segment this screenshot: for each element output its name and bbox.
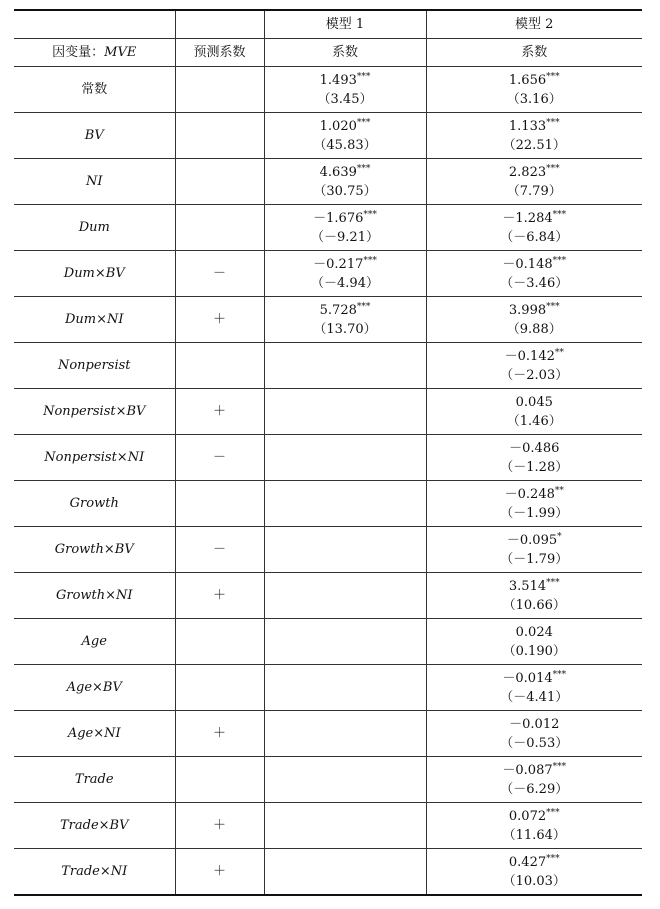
table-row — [14, 757, 642, 803]
coefficient-value: 0.427 — [508, 854, 547, 870]
predicted-sign — [175, 159, 264, 205]
coefficient-value: 5.728 — [319, 302, 357, 318]
predicted-sign — [175, 113, 264, 159]
table-row — [14, 665, 642, 711]
model-2-cell — [426, 435, 642, 481]
coefficient-value: 3.514 — [508, 578, 547, 594]
coefficient — [265, 117, 426, 136]
model-2-cell — [426, 757, 642, 803]
coefficient — [265, 71, 426, 90]
coefficient — [427, 347, 643, 366]
t-statistic: （22.51） — [502, 137, 566, 153]
table-row — [14, 803, 642, 849]
coefficient-value: －0.142 — [504, 348, 555, 364]
table-row — [14, 435, 642, 481]
significance-stars: *** — [546, 853, 560, 864]
model-2-cell — [426, 573, 642, 619]
coefficient — [265, 163, 426, 182]
dep-var-label: 因变量： — [52, 45, 105, 60]
table-row — [14, 849, 642, 896]
model-1-cell — [264, 849, 426, 896]
t-statistic: （30.75） — [313, 183, 377, 199]
coefficient — [427, 485, 643, 504]
model-2-cell — [426, 251, 642, 297]
model-1-cell — [264, 435, 426, 481]
significance-stars: *** — [356, 117, 371, 128]
model-2-cell — [426, 803, 642, 849]
coefficient — [427, 71, 643, 90]
coefficient-value: 4.639 — [319, 164, 357, 180]
variable-name: Age×NI — [14, 711, 175, 757]
model-2-cell — [426, 849, 642, 896]
header-dependent-variable — [14, 39, 175, 67]
coefficient — [427, 209, 643, 228]
header-predicted-sign: 预测系数 — [175, 39, 264, 67]
significance-stars: *** — [546, 117, 560, 128]
header-empty-cell — [14, 10, 175, 39]
significance-stars: *** — [546, 71, 560, 82]
t-statistic: （1.46） — [506, 413, 562, 429]
t-statistic: （10.66） — [502, 597, 566, 613]
model-2-cell — [426, 113, 642, 159]
model-1-cell — [264, 113, 426, 159]
coefficient-value: 0.045 — [515, 394, 553, 410]
coefficient-value: 1.133 — [508, 118, 547, 134]
t-statistic: （3.45） — [317, 91, 373, 107]
model-2-cell — [426, 665, 642, 711]
t-statistic: （13.70） — [313, 321, 377, 337]
coefficient-value: －0.148 — [502, 256, 553, 272]
predicted-sign: － — [175, 251, 264, 297]
coefficient — [427, 255, 643, 274]
variable-name: 常数 — [14, 67, 175, 113]
model-2-cell — [426, 205, 642, 251]
variable-name: Nonpersist — [14, 343, 175, 389]
predicted-sign: ＋ — [175, 803, 264, 849]
model-1-cell — [264, 481, 426, 527]
predicted-sign: ＋ — [175, 849, 264, 896]
model-2-cell — [426, 343, 642, 389]
predicted-sign — [175, 67, 264, 113]
significance-stars: *** — [363, 209, 377, 220]
variable-name: NI — [14, 159, 175, 205]
coefficient — [265, 209, 426, 228]
coefficient — [427, 163, 643, 182]
variable-name: Growth×BV — [14, 527, 175, 573]
model-2-cell — [426, 297, 642, 343]
model-1-cell — [264, 389, 426, 435]
coefficient-value: 1.493 — [319, 72, 357, 88]
variable-name: Dum — [14, 205, 175, 251]
table-row — [14, 619, 642, 665]
coefficient-value: 1.656 — [508, 72, 547, 88]
model-1-cell — [264, 251, 426, 297]
t-statistic: （－1.99） — [500, 505, 569, 521]
coefficient-value: －0.486 — [509, 440, 560, 456]
coefficient-value: 2.823 — [508, 164, 547, 180]
coefficient — [427, 577, 643, 596]
t-statistic: （3.16） — [506, 91, 562, 107]
variable-name: Dum×NI — [14, 297, 175, 343]
table-row — [14, 205, 642, 251]
significance-stars: *** — [546, 301, 560, 312]
table-row — [14, 297, 642, 343]
coefficient — [427, 807, 643, 826]
variable-name: BV — [14, 113, 175, 159]
t-statistic: （－6.84） — [500, 229, 569, 245]
table-row — [14, 113, 642, 159]
model-1-cell — [264, 297, 426, 343]
significance-stars: *** — [363, 255, 377, 266]
table-row — [14, 527, 642, 573]
table-row — [14, 573, 642, 619]
model-1-cell — [264, 803, 426, 849]
coefficient-value: －0.014 — [502, 670, 553, 686]
table-row — [14, 67, 642, 113]
coefficient — [265, 255, 426, 274]
coefficient-value: 0.024 — [515, 624, 553, 640]
model-2-cell — [426, 389, 642, 435]
coefficient — [265, 301, 426, 320]
regression-table-body — [14, 10, 642, 895]
coefficient-value: －1.284 — [502, 210, 553, 226]
variable-name: Trade×BV — [14, 803, 175, 849]
header-row-labels — [14, 39, 642, 67]
t-statistic: （－2.03） — [500, 367, 569, 383]
dep-var-name: MVE — [104, 45, 137, 60]
predicted-sign: ＋ — [175, 573, 264, 619]
predicted-sign: ＋ — [175, 711, 264, 757]
significance-stars: *** — [356, 301, 371, 312]
header-coef-2: 系数 — [426, 39, 642, 67]
significance-stars: ** — [554, 485, 564, 496]
coefficient-value: －0.248 — [504, 486, 555, 502]
significance-stars: *** — [546, 807, 560, 818]
table-row — [14, 711, 642, 757]
predicted-sign: ＋ — [175, 297, 264, 343]
coefficient — [427, 853, 643, 872]
variable-name: Growth×NI — [14, 573, 175, 619]
model-1-cell — [264, 343, 426, 389]
model-2-cell — [426, 619, 642, 665]
t-statistic: （9.88） — [506, 321, 562, 337]
model-2-cell — [426, 67, 642, 113]
coefficient — [427, 623, 643, 642]
variable-name: Age×BV — [14, 665, 175, 711]
coefficient-value: －0.095 — [506, 532, 558, 548]
significance-stars: *** — [356, 71, 371, 82]
variable-name: Growth — [14, 481, 175, 527]
coefficient — [427, 531, 643, 550]
variable-name: Trade — [14, 757, 175, 803]
model-1-cell — [264, 711, 426, 757]
coefficient — [427, 393, 643, 412]
t-statistic: （10.03） — [502, 873, 566, 889]
model-1-cell — [264, 159, 426, 205]
model-1-cell — [264, 527, 426, 573]
t-statistic: （－0.53） — [500, 735, 569, 751]
t-statistic: （7.79） — [506, 183, 562, 199]
table-row — [14, 343, 642, 389]
t-statistic: （－1.28） — [500, 459, 569, 475]
coefficient — [427, 439, 643, 458]
variable-name: Nonpersist×NI — [14, 435, 175, 481]
model-1-cell — [264, 205, 426, 251]
coefficient-value: －0.217 — [313, 256, 364, 272]
significance-stars: *** — [552, 209, 567, 220]
model-1-cell — [264, 757, 426, 803]
coefficient — [427, 117, 643, 136]
coefficient-value: －1.676 — [313, 210, 364, 226]
coefficient — [427, 715, 643, 734]
predicted-sign: ＋ — [175, 389, 264, 435]
predicted-sign — [175, 619, 264, 665]
coefficient-value: 0.072 — [508, 808, 547, 824]
model-2-cell — [426, 159, 642, 205]
predicted-sign — [175, 205, 264, 251]
t-statistic: （－6.29） — [500, 781, 569, 797]
significance-stars: * — [557, 531, 562, 542]
predicted-sign — [175, 757, 264, 803]
significance-stars: *** — [552, 255, 567, 266]
coefficient-value: －0.087 — [502, 762, 553, 778]
coefficient — [427, 761, 643, 780]
significance-stars: *** — [546, 577, 560, 588]
header-model-2: 模型 2 — [426, 10, 642, 39]
header-coef-1: 系数 — [264, 39, 426, 67]
model-2-cell — [426, 711, 642, 757]
t-statistic: （－4.94） — [311, 275, 379, 291]
table-row — [14, 481, 642, 527]
variable-name: Dum×BV — [14, 251, 175, 297]
model-2-cell — [426, 481, 642, 527]
coefficient-value: 1.020 — [319, 118, 357, 134]
significance-stars: ** — [554, 347, 564, 358]
table-row — [14, 251, 642, 297]
t-statistic: （0.190） — [502, 643, 566, 659]
t-statistic: （－1.79） — [500, 551, 569, 567]
t-statistic: （45.83） — [313, 137, 377, 153]
significance-stars: *** — [552, 761, 567, 772]
t-statistic: （－9.21） — [311, 229, 379, 245]
model-1-cell — [264, 619, 426, 665]
header-model-1: 模型 1 — [264, 10, 426, 39]
significance-stars: *** — [552, 669, 567, 680]
t-statistic: （－3.46） — [500, 275, 569, 291]
variable-name: Trade×NI — [14, 849, 175, 896]
coefficient-value: －0.012 — [509, 716, 560, 732]
predicted-sign: － — [175, 527, 264, 573]
predicted-sign: － — [175, 435, 264, 481]
significance-stars: *** — [546, 163, 560, 174]
significance-stars: *** — [356, 163, 371, 174]
t-statistic: （－4.41） — [500, 689, 569, 705]
model-1-cell — [264, 665, 426, 711]
predicted-sign — [175, 481, 264, 527]
table-row — [14, 159, 642, 205]
predicted-sign — [175, 665, 264, 711]
header-row-models — [14, 10, 642, 39]
variable-name: Age — [14, 619, 175, 665]
t-statistic: （11.64） — [502, 827, 566, 843]
coefficient-value: 3.998 — [508, 302, 547, 318]
coefficient — [427, 301, 643, 320]
regression-table — [14, 9, 642, 896]
variable-name: Nonpersist×BV — [14, 389, 175, 435]
coefficient — [427, 669, 643, 688]
header-empty-cell — [175, 10, 264, 39]
table-row — [14, 389, 642, 435]
model-1-cell — [264, 573, 426, 619]
predicted-sign — [175, 343, 264, 389]
model-1-cell — [264, 67, 426, 113]
model-2-cell — [426, 527, 642, 573]
